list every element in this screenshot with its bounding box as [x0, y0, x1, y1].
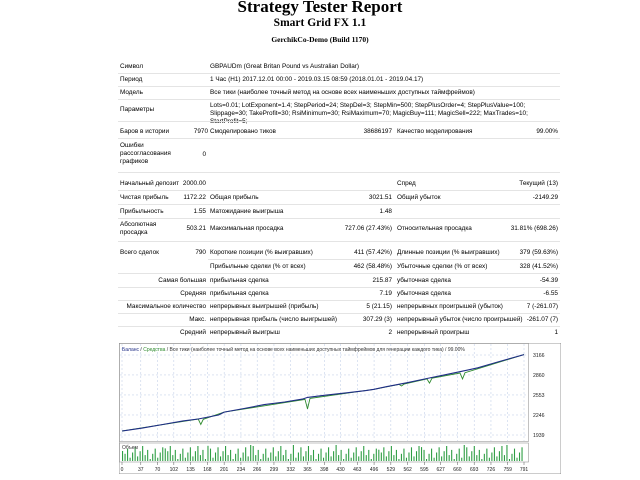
y-tick-label: 1939 — [533, 433, 545, 439]
volume-bar — [185, 458, 186, 461]
x-tick-label: 234 — [236, 467, 246, 473]
volume-bar — [140, 451, 141, 461]
legend-balance: Баланс — [122, 347, 140, 353]
long-positions-value: 379 (59.63%) — [519, 249, 558, 256]
profit-factor-value: 1.55 — [193, 208, 206, 215]
largest-profit-label: прибыльная сделка — [210, 277, 269, 284]
short-positions-value: 411 (57.42%) — [354, 249, 392, 256]
volume-bar — [205, 459, 206, 461]
x-tick-label: 693 — [470, 467, 479, 473]
legend-text: Все тики (наиболее точный метод на основе всех наименьших доступных таймфреймов для генерации каждого тика) / 99.00% — [169, 347, 465, 353]
volume-bar — [494, 447, 495, 461]
volume-bar — [388, 451, 389, 461]
volume-bar — [434, 458, 435, 461]
params-label: Параметры — [120, 106, 155, 113]
total-trades-label: Всего сделок — [120, 249, 159, 256]
volume-bar — [474, 446, 475, 461]
deposit-value: 2000.00 — [182, 180, 206, 187]
volume-bar — [315, 459, 316, 461]
quality-value: 99.00% — [536, 128, 558, 135]
x-tick-label: 759 — [503, 467, 512, 473]
balance-chart — [119, 343, 561, 474]
volume-bar — [132, 453, 133, 462]
gross-loss-value: -2149.29 — [532, 194, 558, 201]
volume-bar — [346, 454, 347, 461]
profit-trades-value: 462 (58.48%) — [353, 263, 392, 270]
volume-bar — [338, 455, 339, 461]
volume-bar — [195, 451, 196, 461]
volume-bar — [464, 445, 465, 461]
volume-bar — [444, 451, 445, 461]
volume-bar — [295, 458, 296, 461]
volume-bar — [441, 456, 442, 461]
volume-bar — [157, 458, 158, 461]
x-tick-label: 529 — [386, 467, 396, 473]
volume-bar — [167, 451, 168, 461]
volume-bar — [421, 447, 422, 461]
volume-bar — [331, 456, 332, 461]
volume-bar — [333, 451, 334, 461]
x-tick-label: 266 — [253, 467, 262, 473]
cons-loss-label: непрерывный убыток (число проигрышей) — [397, 316, 523, 323]
volume-bar — [160, 453, 161, 462]
volume-bar — [506, 445, 507, 461]
volume-bar — [401, 454, 402, 461]
volume-bar — [275, 456, 276, 461]
volume-bar — [280, 446, 281, 461]
x-tick-label: 37 — [138, 467, 144, 473]
volume-bar — [233, 459, 234, 461]
volume-bar — [220, 456, 221, 461]
report-title: Strategy Tester Report — [237, 0, 403, 16]
deposit-label: Начальный депозит — [120, 180, 180, 187]
volume-bar — [142, 446, 143, 461]
volume-bar — [283, 455, 284, 461]
volume-bar — [383, 447, 384, 461]
volume-bar — [519, 453, 520, 462]
volume-label: Объем — [122, 445, 138, 451]
volume-bar — [260, 459, 261, 461]
x-tick-label: 496 — [369, 467, 379, 473]
volume-bar — [411, 447, 412, 461]
volume-bar — [479, 450, 480, 461]
svg-text:Баланс / Средства / Все тики (: Баланс / Средства / Все тики (наиболее точный метод на основе всех наименьших доступных таймфреймов для генерации каждого тика) / 99.00% — [122, 347, 465, 353]
volume-bar — [197, 446, 198, 461]
volume-bar — [368, 450, 369, 461]
volume-bar — [363, 446, 364, 461]
volume-bar — [170, 446, 171, 461]
volume-bar — [386, 456, 387, 461]
expected-payoff-label: Матожидание выигрыша — [210, 208, 284, 215]
max-drawdown-label: Максимальная просадка — [210, 225, 284, 232]
x-tick-label: 430 — [336, 467, 345, 473]
largest-loss-value: -54.39 — [539, 277, 558, 284]
volume-bar — [293, 445, 294, 461]
volume-bar — [373, 454, 374, 461]
abs-drawdown-label: Абсолютная просадка — [120, 221, 157, 236]
volume-bar — [255, 455, 256, 461]
x-tick-label: 168 — [203, 467, 212, 473]
symbol-value: GBPAUDm (Great Britan Pound vs Australian Dollar) — [210, 63, 360, 70]
volume-bar — [454, 459, 455, 461]
volume-bar — [175, 450, 176, 461]
volume-bar — [190, 447, 191, 461]
cons-wins-label: непрерывных выигрышей (прибыль) — [210, 303, 319, 310]
volume-bar — [278, 451, 279, 461]
server-name: GerchikCo-Demo (Build 1170) — [271, 35, 369, 44]
volume-bar — [122, 451, 123, 461]
period-label: Период — [120, 76, 143, 83]
volume-bar — [298, 453, 299, 462]
expected-payoff-value: 1.48 — [379, 208, 392, 215]
volume-bar — [466, 447, 467, 461]
volume-bar — [182, 449, 183, 461]
volume-bar — [212, 458, 213, 461]
volume-bar — [489, 458, 490, 461]
volume-bar — [484, 454, 485, 461]
max-word: Макс. — [189, 316, 206, 323]
volume-bar — [238, 449, 239, 461]
volume-bar — [207, 446, 208, 461]
volume-bar — [192, 456, 193, 461]
volume-bar — [243, 453, 244, 462]
volume-bar — [313, 450, 314, 461]
volume-bar — [341, 450, 342, 461]
net-profit-value: 1172.22 — [183, 194, 206, 201]
volume-bar — [263, 454, 264, 461]
volume-bar — [471, 451, 472, 461]
x-tick-label: 398 — [320, 467, 329, 473]
volume-bar — [413, 456, 414, 461]
volume-bar — [152, 454, 153, 461]
largest-word: Самая большая — [158, 277, 206, 284]
volume-bar — [258, 450, 259, 461]
errors-value: 0 — [202, 151, 206, 158]
bars-label: Баров в истории — [120, 128, 170, 135]
largest-profit-value: 215.87 — [372, 277, 392, 284]
volume-bar — [393, 455, 394, 461]
legend-equity: Средства — [143, 347, 166, 353]
bars-value: 7970 — [193, 128, 208, 135]
volume-bar — [228, 455, 229, 461]
volume-bar — [439, 447, 440, 461]
volume-bar — [456, 454, 457, 461]
net-profit-label: Чистая прибыль — [120, 194, 169, 201]
volume-bar — [155, 449, 156, 461]
volume-bar — [288, 459, 289, 461]
volume-bar — [469, 456, 470, 461]
volume-bar — [223, 451, 224, 461]
avg-loss-label: убыточная сделка — [397, 290, 451, 297]
volume-bar — [217, 447, 218, 461]
volume-bar — [509, 459, 510, 461]
x-tick-label: 627 — [436, 467, 445, 473]
cons-losses-value: 7 (-261.07) — [526, 303, 558, 310]
volume-bar — [250, 445, 251, 461]
abs-drawdown-value: 503.21 — [186, 225, 206, 232]
volume-bar — [137, 456, 138, 461]
volume-bar — [225, 446, 226, 461]
volume-bar — [145, 455, 146, 461]
volume-bar — [396, 450, 397, 461]
x-tick-label: 0 — [120, 467, 124, 473]
volume-bar — [361, 451, 362, 461]
avg-losses-label: непрерывный проигрыш — [397, 329, 470, 336]
volume-bar — [273, 447, 274, 461]
volume-bar — [446, 446, 447, 461]
volume-bar — [343, 459, 344, 461]
cons-wins-value: 5 (21.15) — [366, 303, 392, 310]
cons-loss-value: -261.07 (7) — [526, 316, 558, 323]
largest-loss-label: убыточная сделка — [397, 277, 451, 284]
max-drawdown-value: 727.06 (27.43%) — [344, 225, 392, 232]
x-tick-label: 365 — [303, 467, 312, 473]
y-tick-label: 3166 — [533, 353, 545, 359]
x-tick-label: 201 — [219, 467, 229, 473]
gross-profit-value: 3021.51 — [368, 194, 392, 201]
rel-drawdown-label: Относительная просадка — [397, 225, 472, 232]
x-tick-label: 299 — [269, 467, 279, 473]
x-tick-label: 463 — [353, 467, 362, 473]
volume-bar — [200, 455, 201, 461]
x-tick-label: 562 — [403, 467, 412, 473]
volume-bar — [366, 455, 367, 461]
volume-bar — [323, 458, 324, 461]
ea-name: Smart Grid FX 1.1 — [273, 17, 367, 29]
spread-value: Текущий (13) — [519, 180, 558, 187]
model-value: Все тики (наиболее точный метод на основе всех наименьших доступных таймфреймов) — [210, 89, 475, 96]
chart-svg — [119, 343, 561, 474]
ticks-label: Смоделировано тиков — [210, 128, 276, 135]
volume-bar — [230, 450, 231, 461]
spread-label: Спред — [397, 180, 416, 187]
volume-bar — [215, 453, 216, 462]
volume-bar — [285, 450, 286, 461]
volume-bar — [391, 446, 392, 461]
x-tick-label: 332 — [286, 467, 295, 473]
volume-bar — [308, 446, 309, 461]
volume-bar — [476, 455, 477, 461]
volume-bar — [150, 459, 151, 461]
volume-bar — [406, 458, 407, 461]
volume-bar — [431, 449, 432, 461]
x-tick-label: 595 — [420, 467, 429, 473]
quality-label: Качество моделирования — [397, 128, 473, 135]
volume-bar — [125, 454, 126, 461]
volume-bar — [147, 450, 148, 461]
volume-bar — [501, 446, 502, 461]
volume-bar — [353, 453, 354, 462]
volume-bar — [245, 447, 246, 461]
volume-bar — [449, 455, 450, 461]
volume-bar — [202, 450, 203, 461]
x-tick-label: 135 — [186, 467, 195, 473]
profit-factor-label: Прибыльность — [120, 208, 164, 215]
volume-bar — [408, 453, 409, 462]
avg-wins-value: 2 — [388, 329, 392, 336]
volume-bar — [511, 454, 512, 461]
cons-profit-label: непрерывная прибыль (число выигрышей) — [210, 316, 337, 323]
avg-profit-value: 7.19 — [379, 290, 392, 297]
ticks-value: 38686197 — [363, 128, 392, 135]
volume-bar — [165, 448, 166, 461]
volume-bar — [461, 458, 462, 461]
volume-bar — [521, 447, 522, 461]
volume-bar — [504, 455, 505, 461]
x-tick-label: 791 — [519, 467, 529, 473]
loss-trades-value: 328 (41.52%) — [519, 263, 558, 270]
model-label: Модель — [120, 89, 143, 96]
volume-bar — [240, 458, 241, 461]
y-tick-label: 2553 — [533, 392, 545, 399]
y-tick-label: 2246 — [533, 412, 545, 419]
volume-bar — [351, 458, 352, 461]
symbol-label: Символ — [120, 63, 144, 70]
volume-bar — [130, 458, 131, 461]
params-value: Lots=0.01; LotExponent=1.4; StepPeriod=24; StepDel=3; StepMin=500; StepPlusOrder=4; StepPlusValue=100; Slippage=30; TakeProfit=30; RsiMinimum=30; RsiMaximum=70; MagicBuy=111; MagicSell=222; MaxTrades=10; — [210, 102, 528, 117]
y-tick-label: 2860 — [533, 372, 545, 379]
volume-bar — [491, 453, 492, 462]
cons-losses-label: непрерывных проигрышей (убыток) — [397, 303, 503, 310]
max-count-word: Максимальное количество — [126, 303, 206, 310]
x-tick-label: 660 — [453, 467, 462, 473]
volume-bar — [358, 456, 359, 461]
long-positions-label: Длинные позиции (% выигравших) — [397, 249, 500, 256]
avg-wins-label: непрерывный выигрыш — [210, 329, 280, 336]
volume-bar — [451, 450, 452, 461]
x-tick-label: 726 — [486, 467, 496, 473]
average-word: Средняя — [180, 290, 206, 297]
short-positions-label: Короткие позиции (% выигравших) — [210, 249, 313, 256]
volume-bar — [348, 449, 349, 461]
volume-bar — [426, 459, 427, 461]
volume-bar — [268, 458, 269, 461]
volume-bar — [459, 449, 460, 461]
volume-bar — [328, 447, 329, 461]
x-tick-label: 70 — [154, 467, 161, 473]
volume-bar — [371, 459, 372, 461]
volume-bar — [499, 451, 500, 461]
volume-bar — [210, 449, 211, 461]
volume-bar — [516, 458, 517, 461]
rel-drawdown-value: 31.81% (698.26) — [510, 225, 558, 232]
volume-bar — [496, 456, 497, 461]
volume-bar — [235, 454, 236, 461]
avg-loss-value: -6.55 — [543, 290, 558, 297]
volume-bar — [318, 454, 319, 461]
volume-bar — [424, 450, 425, 461]
volume-bar — [187, 453, 188, 462]
volume-bar — [416, 451, 417, 461]
loss-trades-label: Убыточные сделки (% от всех) — [397, 263, 488, 270]
volume-bar — [320, 449, 321, 461]
volume-bar — [253, 446, 254, 461]
avg-losses-value: 1 — [554, 329, 558, 336]
volume-bar — [248, 456, 249, 461]
volume-bar — [310, 455, 311, 461]
volume-bar — [398, 459, 399, 461]
volume-bar — [486, 449, 487, 461]
avg-word: Средний — [180, 329, 206, 336]
volume-bar — [172, 455, 173, 461]
volume-bar — [177, 459, 178, 461]
gross-profit-label: Общая прибыль — [210, 194, 259, 201]
volume-bar — [290, 454, 291, 461]
volume-bar — [265, 449, 266, 461]
period-value: 1 Час (H1) 2017.12.01 00:00 - 2019.03.15 08:59 (2018.01.01 - 2019.04.17) — [210, 76, 424, 83]
gross-loss-label: Общий убыток — [397, 194, 441, 201]
volume-bar — [303, 456, 304, 461]
volume-bar — [481, 459, 482, 461]
volume-bar — [436, 453, 437, 462]
avg-profit-label: прибыльная сделка — [210, 290, 269, 297]
volume-bar — [403, 449, 404, 461]
volume-bar — [326, 453, 327, 462]
volume-bar — [180, 454, 181, 461]
volume-bar — [162, 447, 163, 461]
x-tick-label: 102 — [169, 467, 179, 473]
volume-bar — [305, 451, 306, 461]
cons-profit-value: 307.29 (3) — [362, 316, 392, 323]
volume-bar — [376, 449, 377, 461]
volume-bar — [336, 445, 337, 461]
volume-bar — [429, 454, 430, 461]
volume-bar — [270, 453, 271, 462]
profit-trades-label: Прибыльные сделки (% от всех) — [210, 263, 306, 270]
volume-bar — [356, 447, 357, 461]
volume-bar — [381, 453, 382, 462]
volume-bar — [418, 446, 419, 461]
errors-label: Ошибки рассогласования графиков — [120, 142, 171, 165]
volume-bar — [514, 449, 515, 461]
total-trades-value: 790 — [195, 249, 206, 256]
volume-bar — [378, 450, 379, 461]
volume-bar — [300, 447, 301, 461]
